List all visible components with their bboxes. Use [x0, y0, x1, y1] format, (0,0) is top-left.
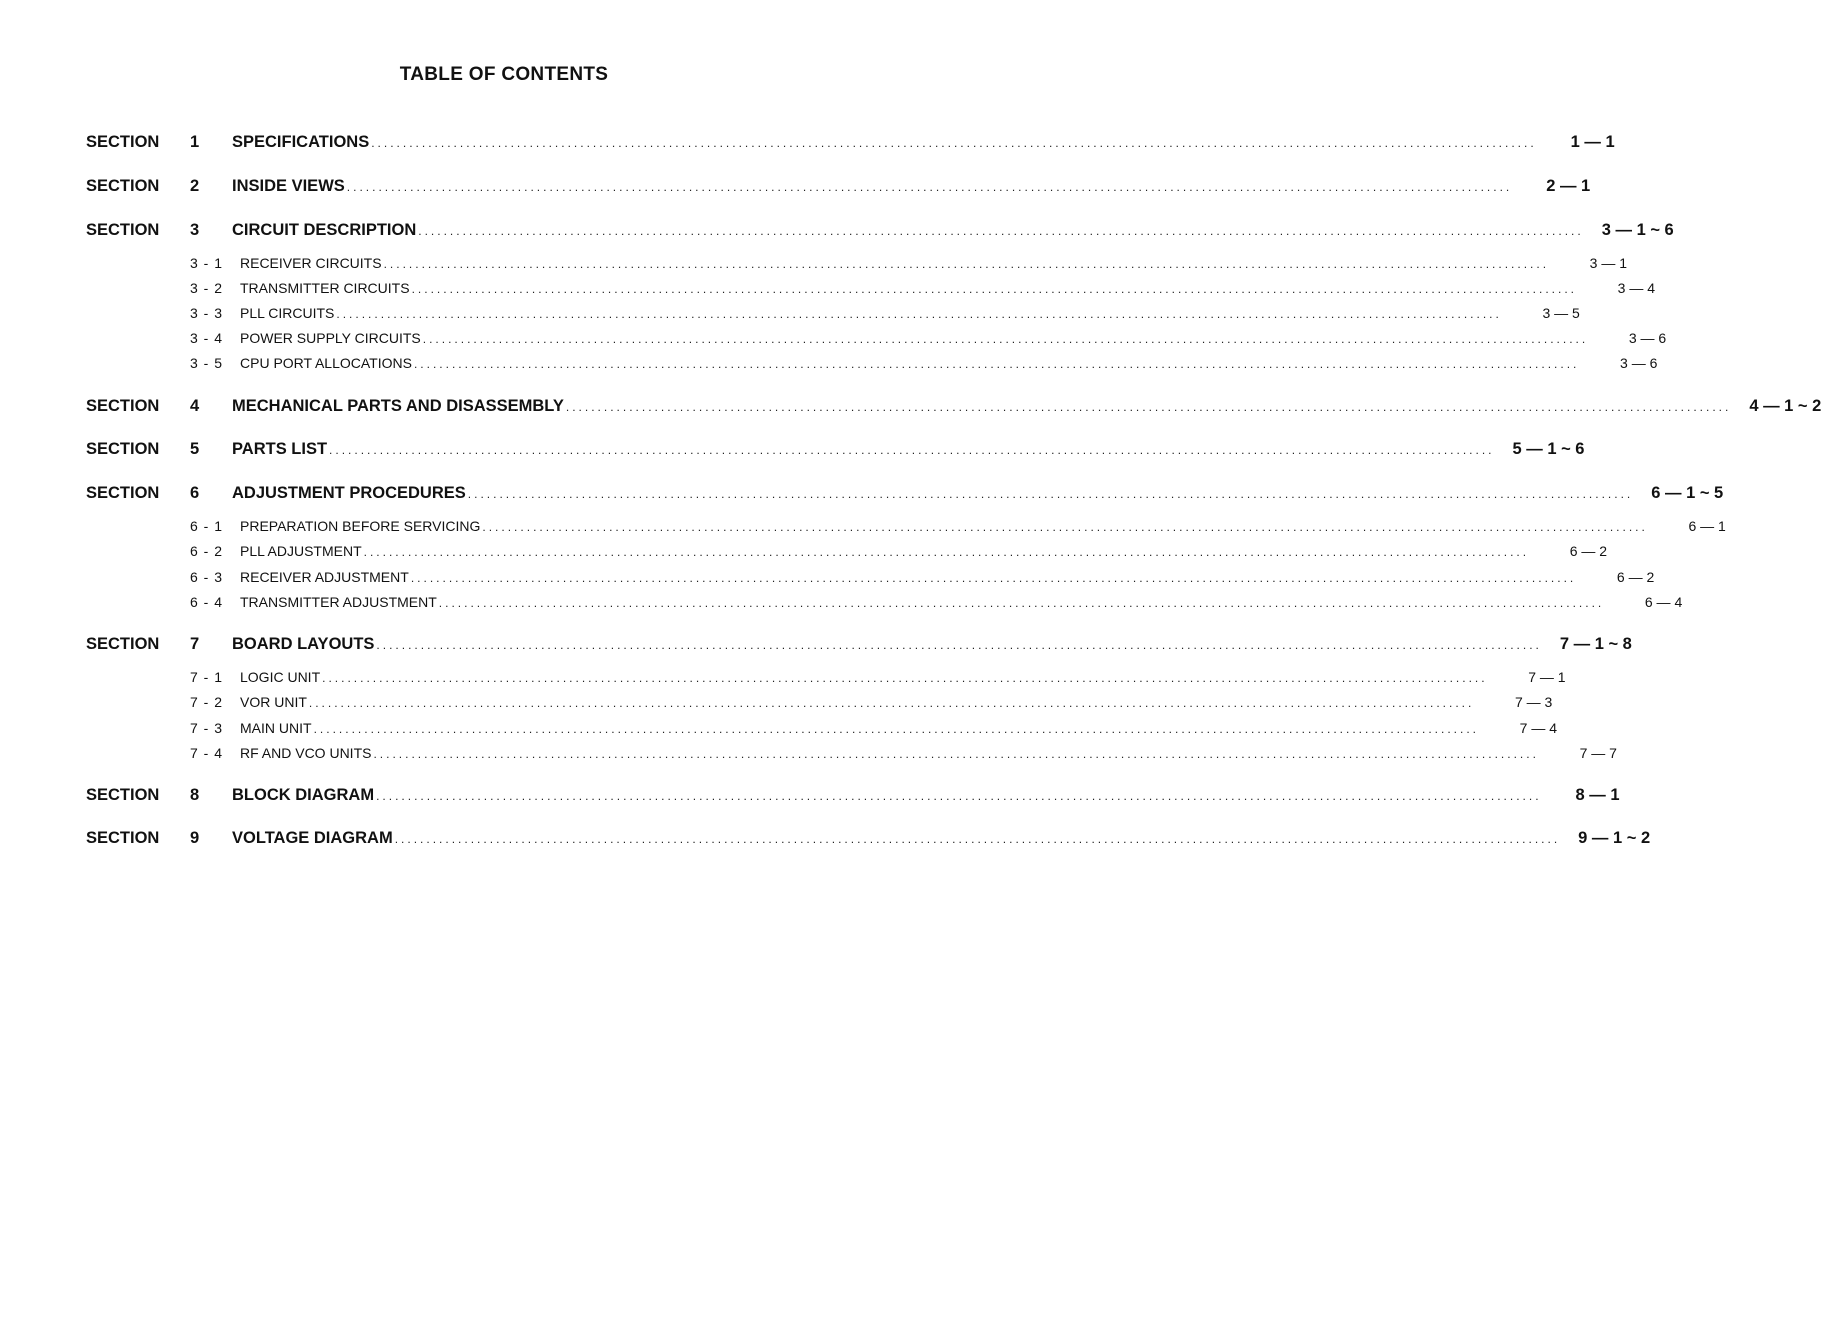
- subsection-number: 7 - 1: [190, 669, 224, 685]
- toc-section-3[interactable]: [86, 221, 1674, 240]
- section-title: ADJUSTMENT PROCEDURES: [232, 484, 466, 502]
- section-number: 8: [190, 786, 200, 804]
- section-title: MECHANICAL PARTS AND DISASSEMBLY: [232, 397, 564, 415]
- dot-leader: ........................................................................................................................................................................................: [482, 520, 1648, 534]
- dot-leader: ........................................................................................................................................................................................: [394, 832, 1561, 846]
- subsection-title: RF AND VCO UNITS: [240, 745, 372, 761]
- dot-leader: ........................................................................................................................................................................................: [371, 136, 1537, 150]
- dot-leader: ........................................................................................................................................................................................: [376, 789, 1542, 803]
- subsection-number: 6 - 4: [190, 594, 224, 610]
- subsection-title: RECEIVER CIRCUITS: [240, 255, 382, 271]
- section-label: SECTION: [86, 635, 160, 653]
- page-ref: 3 — 5: [1542, 305, 1580, 321]
- page-ref: 7 — 4: [1519, 720, 1558, 736]
- toc-subsection-3-1[interactable]: [86, 255, 1628, 271]
- section-label: SECTION: [86, 133, 160, 151]
- toc-section-7[interactable]: [86, 635, 1632, 654]
- subsection-title: MAIN UNIT: [240, 720, 312, 736]
- toc-subsection-7-1[interactable]: [86, 669, 1566, 685]
- page-ref: 7 — 1 ~ 8: [1559, 635, 1632, 653]
- toc-subsection-6-4[interactable]: [86, 594, 1683, 610]
- section-number: 2: [190, 177, 200, 195]
- page-ref: 6 — 2: [1569, 543, 1608, 559]
- toc-subsection-6-1[interactable]: [86, 518, 1726, 534]
- toc-section-6[interactable]: [86, 484, 1724, 503]
- dot-leader: ........................................................................................................................................................................................: [467, 487, 1634, 501]
- subsection-title: PLL CIRCUITS: [240, 305, 335, 321]
- toc-subsection-3-4[interactable]: [86, 330, 1667, 346]
- dot-leader: ........................................................................................................................................................................................: [422, 332, 1589, 346]
- subsection-number: 6 - 3: [190, 569, 224, 585]
- subsection-title: TRANSMITTER CIRCUITS: [240, 280, 410, 296]
- page-ref: 6 — 1: [1688, 518, 1726, 534]
- subsection-number: 3 - 1: [190, 255, 224, 271]
- dot-leader: ........................................................................................................................................................................................: [336, 307, 1502, 321]
- page-ref: 9 — 1 ~ 2: [1578, 829, 1651, 847]
- subsection-title: TRANSMITTER ADJUSTMENT: [240, 594, 437, 610]
- dot-leader: ........................................................................................................................................................................................: [565, 400, 1732, 414]
- section-number: 6: [190, 484, 200, 502]
- toc-section-8[interactable]: [86, 786, 1620, 805]
- subsection-number: 3 - 2: [190, 280, 224, 296]
- subsection-number: 3 - 4: [190, 330, 224, 346]
- dot-leader: ........................................................................................................................................................................................: [383, 257, 1550, 271]
- section-label: SECTION: [86, 177, 160, 195]
- subsection-number: 6 - 1: [190, 518, 224, 534]
- section-number: 3: [190, 221, 200, 239]
- toc-section-2[interactable]: [86, 177, 1591, 196]
- subsection-title: RECEIVER ADJUSTMENT: [240, 569, 409, 585]
- dot-leader: ........................................................................................................................................................................................: [308, 696, 1475, 710]
- dot-leader: ........................................................................................................................................................................................: [329, 443, 1495, 457]
- subsection-title: POWER SUPPLY CIRCUITS: [240, 330, 421, 346]
- toc-subsection-3-3[interactable]: [86, 305, 1580, 321]
- dot-leader: ........................................................................................................................................................................................: [438, 596, 1605, 610]
- dot-leader: ........................................................................................................................................................................................: [411, 282, 1578, 296]
- page-ref: 3 — 1: [1589, 255, 1628, 271]
- page-ref: 3 — 6: [1620, 355, 1658, 371]
- dot-leader: ........................................................................................................................................................................................: [346, 180, 1513, 194]
- subsection-title: PLL ADJUSTMENT: [240, 543, 362, 559]
- page-ref: 6 — 4: [1644, 594, 1683, 610]
- subsection-number: 3 - 3: [190, 305, 224, 321]
- toc-subsection-7-3[interactable]: [86, 720, 1558, 736]
- section-label: SECTION: [86, 221, 160, 239]
- toc-subsection-3-2[interactable]: [86, 280, 1656, 296]
- dot-leader: ........................................................................................................................................................................................: [313, 722, 1480, 736]
- page-ref: 7 — 7: [1579, 745, 1617, 761]
- dot-leader: ........................................................................................................................................................................................: [363, 545, 1530, 559]
- section-title: INSIDE VIEWS: [232, 177, 345, 195]
- dot-leader: ........................................................................................................................................................................................: [373, 747, 1539, 761]
- page-ref: 6 — 2: [1616, 569, 1655, 585]
- dot-leader: ........................................................................................................................................................................................: [322, 671, 1488, 685]
- section-title: VOLTAGE DIAGRAM: [232, 829, 393, 847]
- page-ref: 4 — 1 ~ 2: [1749, 397, 1821, 415]
- dot-leader: ........................................................................................................................................................................................: [418, 224, 1584, 238]
- section-label: SECTION: [86, 786, 160, 804]
- page-ref: 1 — 1: [1570, 133, 1615, 151]
- subsection-number: 3 - 5: [190, 355, 224, 371]
- section-label: SECTION: [86, 397, 160, 415]
- section-title: BOARD LAYOUTS: [232, 635, 375, 653]
- toc-subsection-7-4[interactable]: [86, 745, 1617, 761]
- section-label: SECTION: [86, 484, 160, 502]
- page-ref: 7 — 3: [1514, 694, 1553, 710]
- section-label: SECTION: [86, 440, 160, 458]
- toc-section-5[interactable]: [86, 440, 1585, 459]
- toc-subsection-6-2[interactable]: [86, 543, 1608, 559]
- section-number: 9: [190, 829, 200, 847]
- dot-leader: ........................................................................................................................................................................................: [410, 571, 1577, 585]
- page-ref: 7 — 1: [1528, 669, 1566, 685]
- page-ref: 6 — 1 ~ 5: [1651, 484, 1724, 502]
- subsection-number: 7 - 4: [190, 745, 224, 761]
- page-ref: 3 — 6: [1628, 330, 1667, 346]
- section-number: 5: [190, 440, 200, 458]
- toc-subsection-6-3[interactable]: [86, 569, 1655, 585]
- toc-section-1[interactable]: [86, 133, 1615, 152]
- toc-subsection-3-5[interactable]: [86, 355, 1658, 371]
- page-ref: 8 — 1: [1575, 786, 1620, 804]
- page-ref: 3 — 1 ~ 6: [1601, 221, 1674, 239]
- dot-leader: ........................................................................................................................................................................................: [413, 357, 1580, 371]
- subsection-title: LOGIC UNIT: [240, 669, 321, 685]
- subsection-number: 7 - 2: [190, 694, 224, 710]
- section-number: 1: [190, 133, 200, 151]
- dot-leader: ........................................................................................................................................................................................: [376, 638, 1542, 652]
- section-title: CIRCUIT DESCRIPTION: [232, 221, 417, 239]
- toc-subsection-7-2[interactable]: [86, 694, 1553, 710]
- toc-section-4[interactable]: [86, 397, 1821, 416]
- section-title: BLOCK DIAGRAM: [232, 786, 375, 804]
- section-number: 7: [190, 635, 200, 653]
- section-label: SECTION: [86, 829, 160, 847]
- subsection-title: PREPARATION BEFORE SERVICING: [240, 518, 481, 534]
- toc-section-9[interactable]: [86, 829, 1651, 848]
- section-number: 4: [190, 397, 200, 415]
- subsection-title: VOR UNIT: [240, 694, 307, 710]
- subsection-number: 6 - 2: [190, 543, 224, 559]
- section-title: SPECIFICATIONS: [232, 133, 370, 151]
- subsection-title: CPU PORT ALLOCATIONS: [240, 355, 412, 371]
- page-ref: 3 — 4: [1617, 280, 1656, 296]
- page-title: TABLE OF CONTENTS: [399, 64, 609, 85]
- page-ref: 2 — 1: [1546, 177, 1591, 195]
- section-title: PARTS LIST: [232, 440, 328, 458]
- page-ref: 5 — 1 ~ 6: [1512, 440, 1585, 458]
- subsection-number: 7 - 3: [190, 720, 224, 736]
